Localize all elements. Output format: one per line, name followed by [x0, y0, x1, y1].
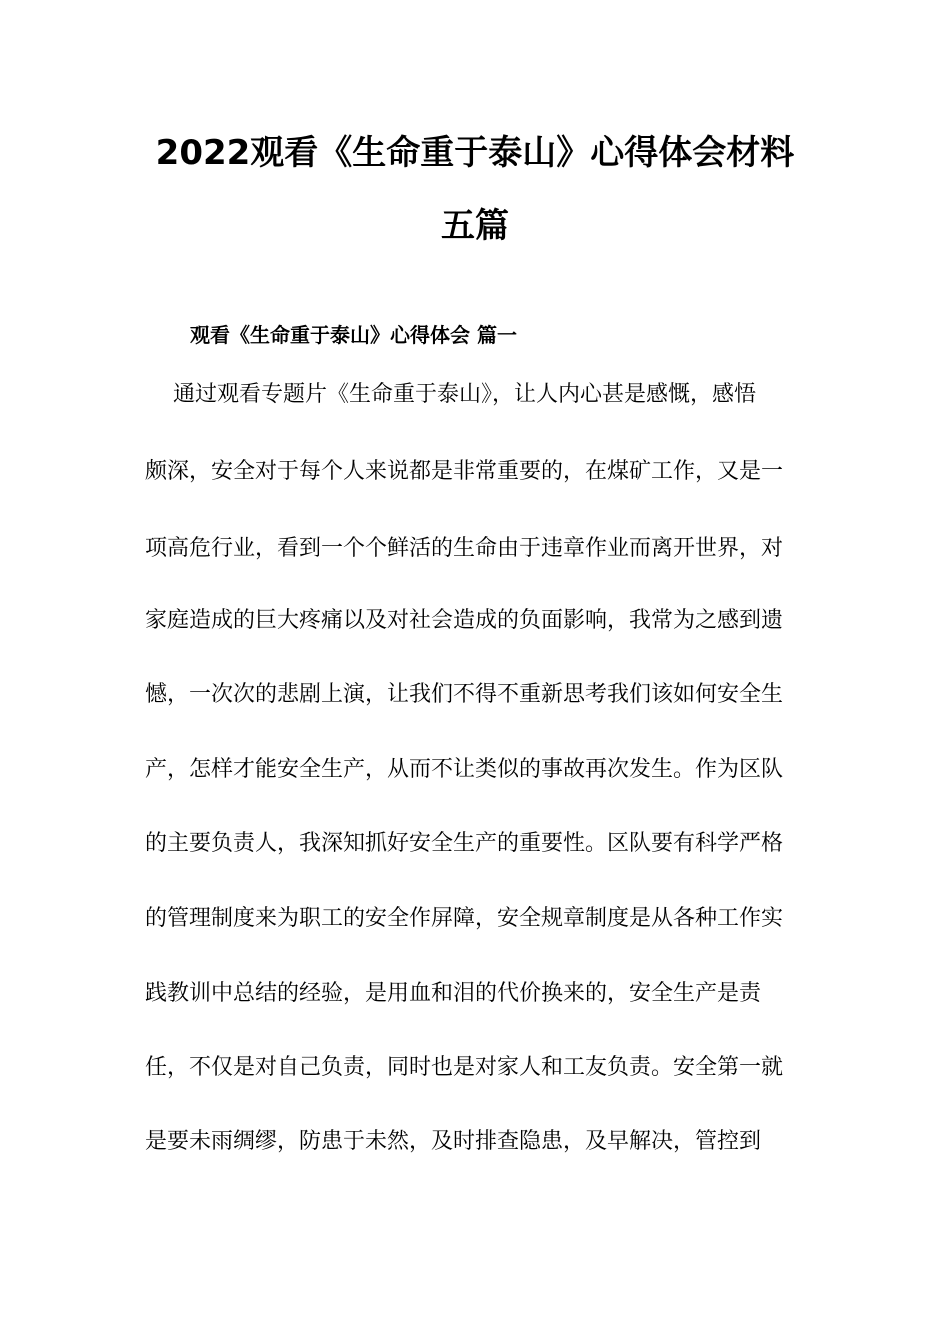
document-title-line-1: 2022观看《生命重于泰山》心得体会材料: [155, 133, 795, 173]
document-title-line-2: 五篇: [441, 206, 509, 246]
body-line: 通过观看专题片《生命重于泰山》，让人内心甚是感慨，感悟: [145, 382, 756, 407]
body-line: 是要未雨绸缪，防患于未然，及时排查隐患，及早解决，管控到: [145, 1129, 762, 1154]
body-line: 产，怎样才能安全生产，从而不让类似的事故再次发生。作为区队: [145, 757, 784, 782]
body-line: 的管理制度来为职工的安全作屏障，安全规章制度是从各种工作实: [145, 906, 784, 931]
section-heading: 观看《生命重于泰山》心得体会 篇一: [190, 323, 517, 347]
body-line: 颇深，安全对于每个人来说都是非常重要的，在煤矿工作，又是一: [145, 459, 784, 484]
body-line: 践教训中总结的经验，是用血和泪的代价换来的，安全生产是责: [145, 981, 762, 1006]
body-line: 任，不仅是对自己负责，同时也是对家人和工友负责。安全第一就: [145, 1055, 784, 1080]
body-line: 项高危行业，看到一个个鲜活的生命由于违章作业而离开世界，对: [145, 536, 784, 561]
body-line: 的主要负责人，我深知抓好安全生产的重要性。区队要有科学严格: [145, 831, 784, 856]
body-line: 憾，一次次的悲剧上演，让我们不得不重新思考我们该如何安全生: [145, 682, 784, 707]
body-line: 家庭造成的巨大疼痛以及对社会造成的负面影响，我常为之感到遗: [145, 608, 784, 633]
